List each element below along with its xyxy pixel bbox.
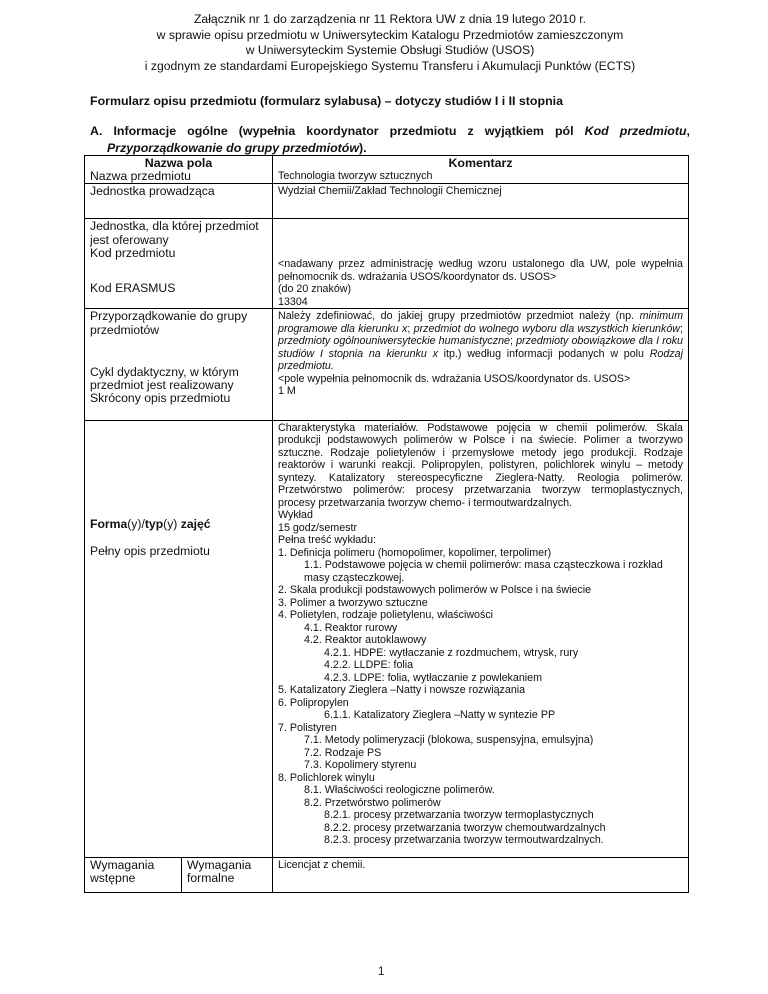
skrocony-label: Skrócony opis przedmiotu <box>90 391 231 406</box>
wymagania-cell <box>85 857 273 892</box>
przyp-italic: przedmioty obowiązkowe dla I roku studiów I stopnia na kierunku x <box>278 335 683 360</box>
outline-item: 8. Polichlorek winylu <box>278 771 375 784</box>
outline-item: Pełna treść wykładu: <box>278 534 377 547</box>
table-row <box>85 184 689 219</box>
section-a-line2 <box>90 141 367 155</box>
przyp-value-cell <box>273 309 689 421</box>
section-a-italic-kod: Kod przedmiotu <box>584 124 687 138</box>
pelny-label: Pełny opis przedmiotu <box>90 544 210 559</box>
outline-item: 4.2.2. LLDPE: folia <box>324 659 414 672</box>
header-line: Załącznik nr 1 do zarządzenia nr 11 Rektora UW z dnia 19 lutego 2010 r. <box>193 12 587 26</box>
outline-item: 8.2.2. procesy przetwarzania tworzyw chemoutwardzalnych <box>324 821 606 834</box>
outline-item: 6. Polipropylen <box>278 696 349 709</box>
wymagania-value: Licencjat z chemii. <box>273 857 689 892</box>
outline-item: 7.2. Rodzaje PS <box>304 746 382 759</box>
wymagania-wstepne-label: Wymagania wstępne <box>90 857 155 886</box>
col-comment-header: Komentarz <box>448 156 513 170</box>
skrocony-value-cell <box>273 420 689 857</box>
cykl-label: Cykl dydaktyczny, w którym przedmiot jest realizowany <box>90 364 239 393</box>
forma-bold: Forma <box>90 516 128 531</box>
outline-item: 7.1. Metody polimeryzacji (blokowa, suspensyjna, emulsyjna) <box>304 734 594 747</box>
header-line: w Uniwersyteckim Systemie Obsługi Studiów (USOS) <box>245 43 535 57</box>
wymagania-formalne-label: Wymagania formalne <box>182 858 273 892</box>
outline-item: 8.2.1. procesy przetwarzania tworzyw termoplastycznych <box>324 809 594 822</box>
przyp-label: Przyporządkowanie do grupy przedmiotów <box>90 309 248 337</box>
erasmus-value: 13304 <box>278 295 308 308</box>
outline-item: 4.2. Reaktor autoklawowy <box>304 634 427 647</box>
cykl-value: 1 M <box>278 385 296 398</box>
przyp-italic: Rodzaj przedmiotu. <box>278 347 683 373</box>
outline-item: 4. Polietylen, rodzaje polietylenu, właściwości <box>278 609 494 622</box>
lecture-outline <box>278 534 683 847</box>
przyp-value <box>278 310 683 373</box>
jednostka-label: Jednostka prowadząca <box>85 184 273 219</box>
section-a-end: ). <box>358 141 367 155</box>
oferowany-kod-cell <box>85 219 273 309</box>
page-number: 1 <box>378 966 385 978</box>
jednostka-value: Wydział Chemii/Zakład Technologii Chemicznej <box>273 184 689 219</box>
outline-item: 8.1. Właściwości reologiczne polimerów. <box>304 784 495 797</box>
outline-item: 1. Definicja polimeru (homopolimer, kopolimer, terpolimer) <box>278 546 552 559</box>
wymagania-inner <box>85 858 272 892</box>
comment-cell <box>273 156 689 184</box>
outline-item: 2. Skala produkcji podstawowych polimerów w Polsce i na świecie <box>278 584 592 597</box>
przyp-text: itp.) według informacji podanych w polu <box>443 347 644 360</box>
przyp-note: <pole wypełnia pełnomocnik ds. wdrażania USOS/koordynator ds. USOS> <box>278 372 631 385</box>
przyp-italic: przedmiot do wolnego wyboru dla wszystkich kierunków <box>413 322 680 335</box>
przyp-text: ; <box>680 322 683 335</box>
table-row <box>85 309 689 421</box>
forma-normal: (y) <box>163 516 178 531</box>
outline-item: 8.2. Przetwórstwo polimerów <box>304 796 441 809</box>
table-row <box>85 219 689 309</box>
outline-item: 7.3. Kopolimery styrenu <box>304 759 417 772</box>
oferowany-label: Jednostka, dla której przedmiot jest oferowany <box>90 219 259 247</box>
przyp-cykl-cell <box>85 309 273 421</box>
header-line: i zgodnym ze standardami Europejskiego Systemu Transferu i Akumulacji Punktów (ECTS) <box>144 58 636 73</box>
syllabus-table <box>84 155 689 893</box>
outline-item: 6.1.1. Katalizatory Zieglera –Natty w syntezie PP <box>324 709 556 722</box>
section-a-sep: , <box>686 124 690 138</box>
forma-value: Wykład <box>278 509 313 522</box>
section-a-italic-przyp: Przyporządkowanie do grupy przedmiotów <box>107 141 359 155</box>
kod-value-cell <box>273 219 689 309</box>
skrocony-value: Charakterystyka materiałów. Podstawowe pojęcia w chemii polimerów. Skala produkcji podstawowych polimerów w Polsce i na świecie. Polimer a tworzywo sztuczne. Rodzaje polietylenów i przemysłowe metody jego produkcji. Rodzaje reaktorów i warunki reakcji. Polipropylen, polistyren, polichlorek winylu – metody syntezy. Katalizatory stereospecyficzne Zieglera-Natty. Reologia polimerów. Przetwórstwo polimerów: procesy przetwarzania tworzyw termoplastycznych, procesy przetwarzania tworzyw chemo- i termoutwardzalnych. <box>278 421 683 509</box>
kod-label: Kod przedmiotu <box>90 245 176 260</box>
przyp-italic: przedmioty ogólnouniwersyteckie humanistyczne <box>278 335 510 348</box>
outline-item: 4.2.1. HDPE: wytłaczanie z rozdmuchem, wtrysk, rury <box>324 646 579 659</box>
forma-hours: 15 godz/semestr <box>278 521 358 534</box>
erasmus-label: Kod ERASMUS <box>90 281 176 296</box>
form-title: Formularz opisu przedmiotu (formularz sylabusa) – dotyczy studiów I i II stopnia <box>90 94 563 108</box>
table-row <box>85 420 689 857</box>
przyp-italic: minimum programowe dla kierunku x <box>278 310 683 335</box>
forma-pelny-cell <box>85 420 273 857</box>
nazwa-label: Nazwa przedmiotu <box>90 169 191 184</box>
outline-item: 1.1. Podstawowe pojęcia w chemii polimerów: masa cząsteczkowa i rozkład masy cząsteczkowej. <box>304 559 663 584</box>
outline-item: 4.1. Reaktor rurowy <box>304 621 398 634</box>
kod-value: <nadawany przez administrację według wzoru ustalonego dla UW, pole wypełnia pełnomocnik ds. wdrażania USOS/koordynator ds. USOS> <box>278 258 683 283</box>
table-row <box>85 857 689 892</box>
outline-item: 5. Katalizatory Zieglera –Natty i nowsze rozwiązania <box>278 684 526 697</box>
table-row <box>85 156 689 184</box>
forma-label <box>90 518 267 531</box>
section-a-text: A. Informacje ogólne (wypełnia koordynator przedmiotu z wyjątkiem pól <box>90 124 574 138</box>
nazwa-value: Technologia tworzyw sztucznych <box>278 169 433 182</box>
przyp-text: ; <box>407 322 411 335</box>
forma-bold: zajęć <box>180 516 211 531</box>
document-header <box>90 12 690 74</box>
outline-item: 3. Polimer a tworzywo sztuczne <box>278 596 428 609</box>
section-a-heading <box>90 123 690 157</box>
forma-bold: typ <box>144 516 164 531</box>
kod-limit: (do 20 znaków) <box>278 283 352 296</box>
field-name-cell <box>85 156 273 184</box>
forma-normal: (y)/ <box>127 516 145 531</box>
outline-item: 4.2.3. LDPE: folia, wytłaczanie z powlekaniem <box>324 671 543 684</box>
col-name-header: Nazwa pola <box>144 156 213 170</box>
outline-item: 7. Polistyren <box>278 721 337 734</box>
outline-item: 8.2.3. procesy przetwarzania tworzyw termoutwardzalnych. <box>324 834 604 847</box>
header-line: w sprawie opisu przedmiotu w Uniwersyteckim Katalogu Przedmiotów zamieszczonym <box>156 27 624 42</box>
przyp-text: Należy zdefiniować, do jakiej grupy przedmiotów przedmiot należy (np. <box>278 310 635 323</box>
przyp-text: ; <box>509 335 513 348</box>
